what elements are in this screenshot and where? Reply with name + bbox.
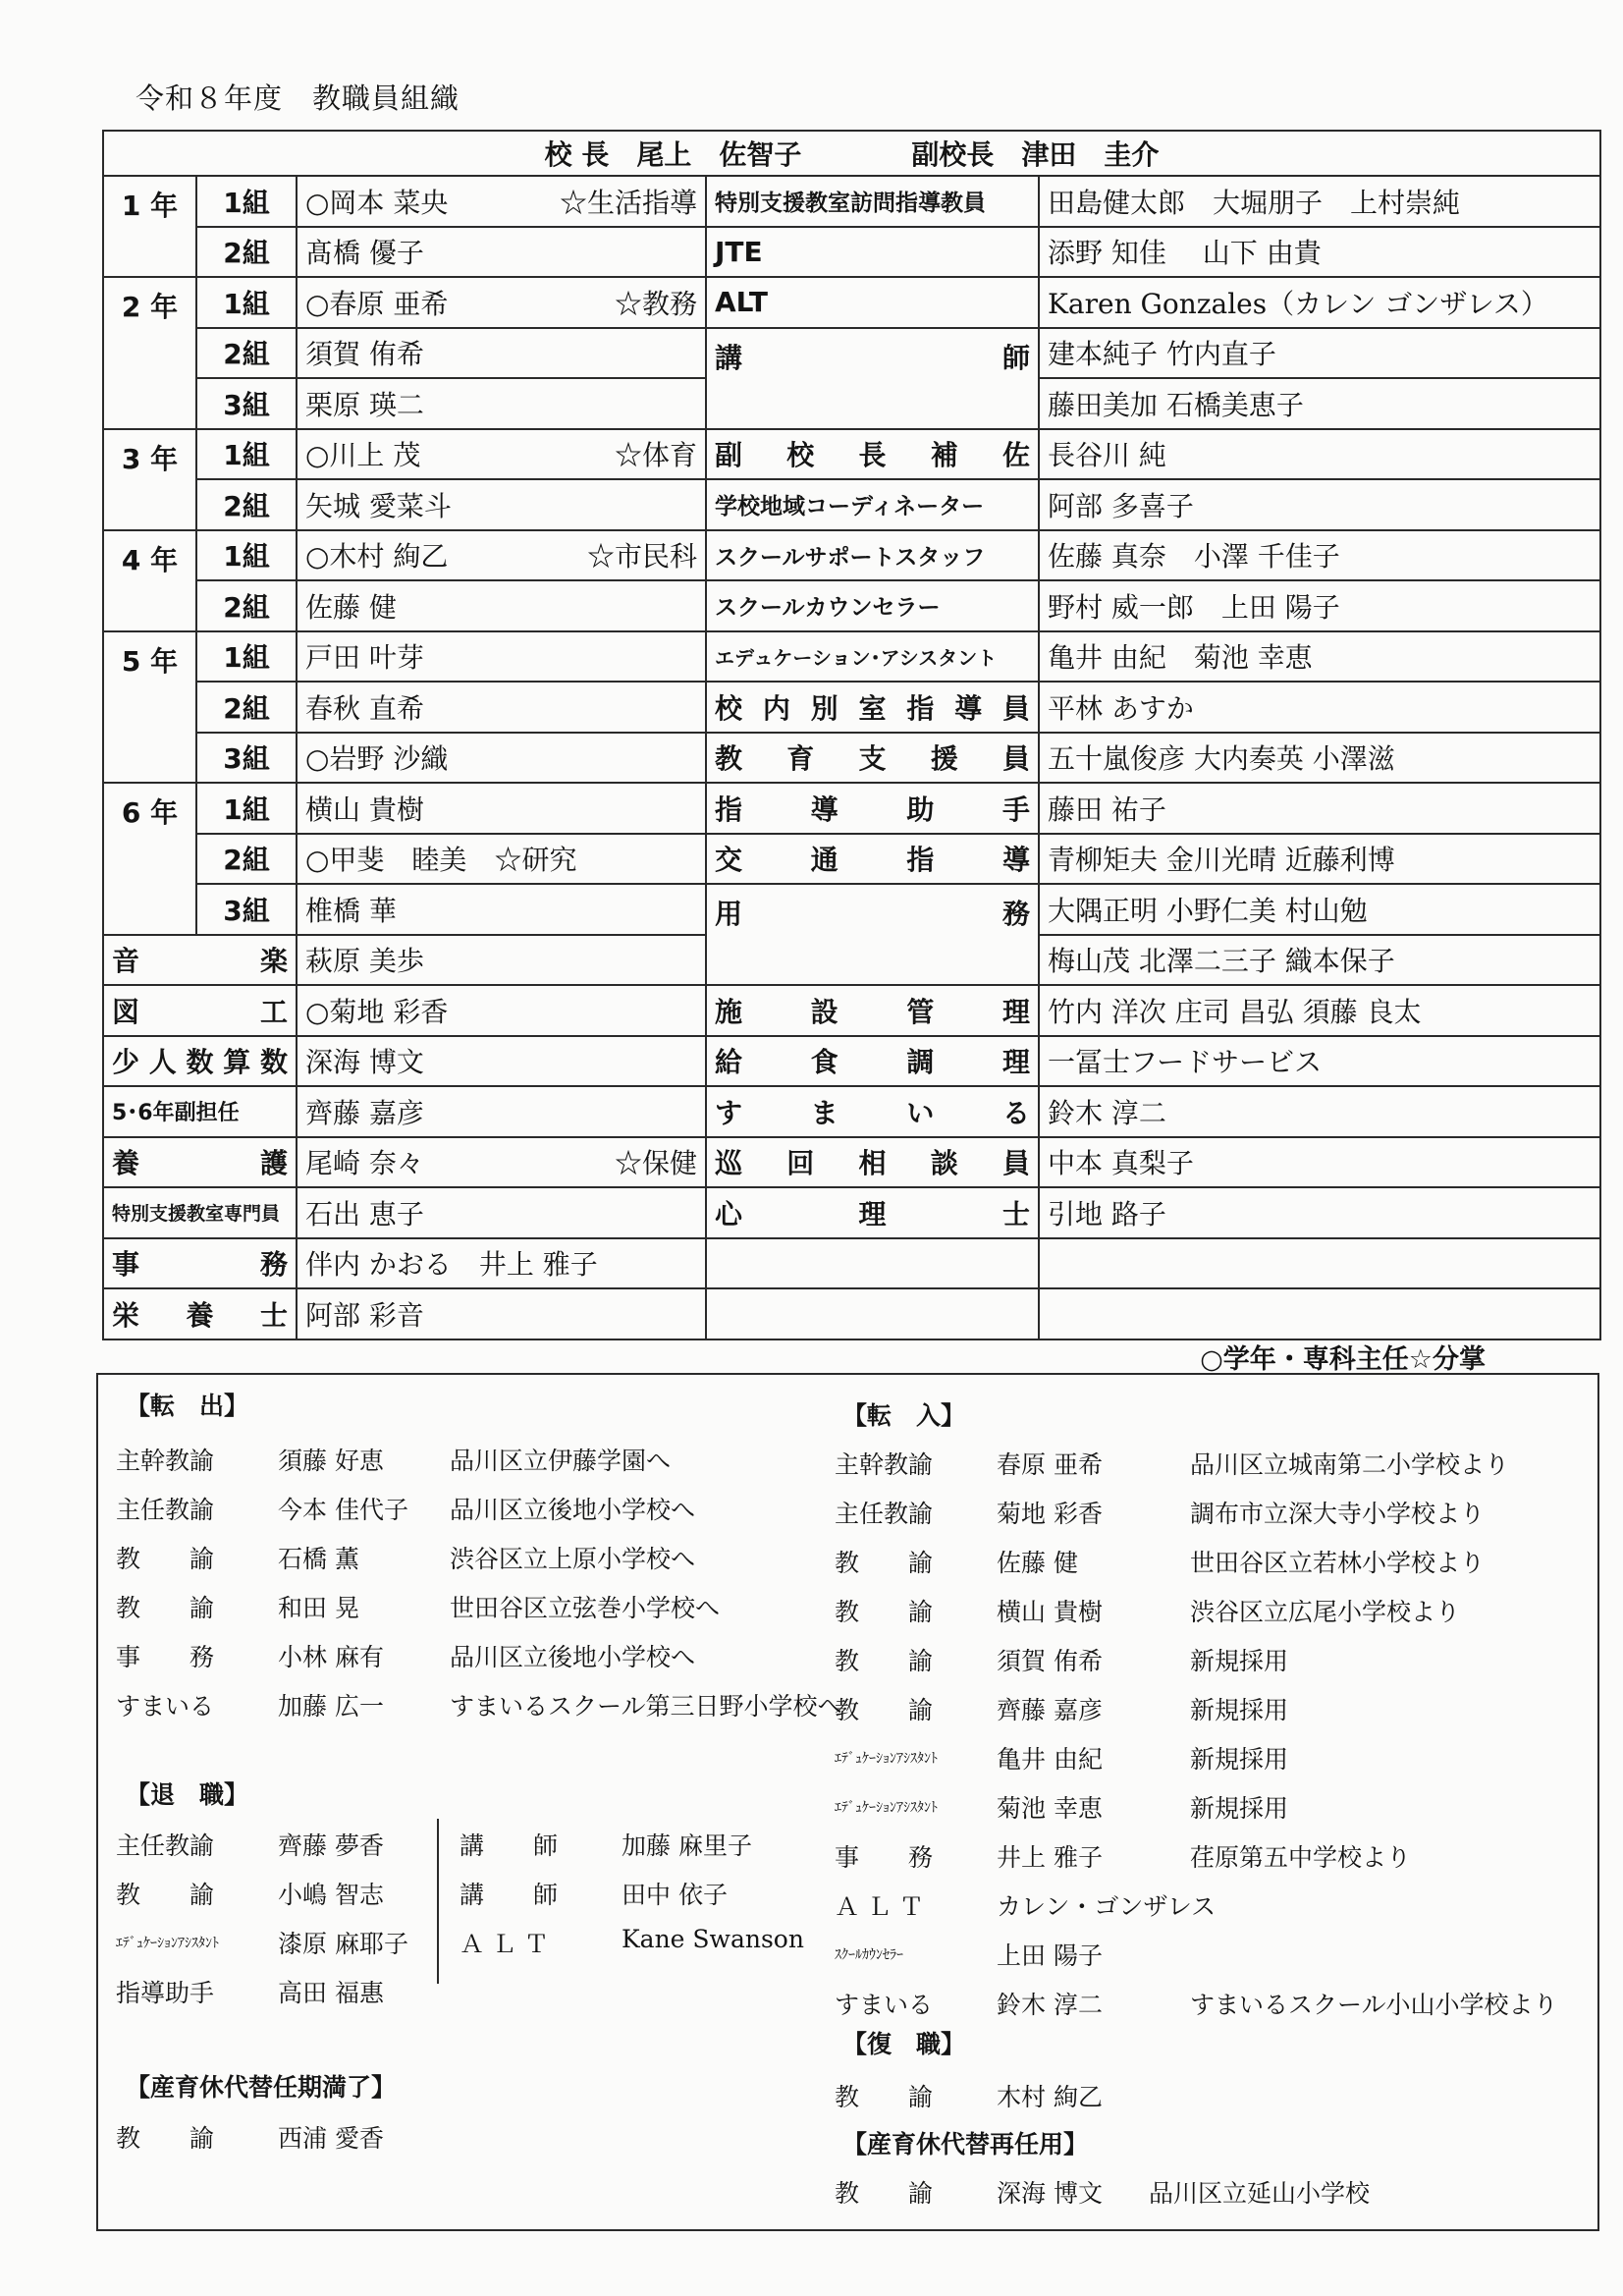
role-staff: 一冨士フードサービス (1039, 1036, 1600, 1087)
teacher-cell: 伴内 かおる 井上 雅子 (297, 1238, 706, 1289)
role-staff: 平林 あすか (1039, 682, 1600, 733)
teacher-cell: ○木村 絢乙 ☆市民科 (297, 530, 706, 581)
teacher-cell: 栗原 瑛二 (297, 378, 706, 429)
role-staff: 梅山茂 北澤二三子 織本保子 (1039, 935, 1600, 986)
class-label: 2組 (196, 682, 297, 733)
role-staff: 竹内 洋次 庄司 昌弘 須藤 良太 (1039, 985, 1600, 1036)
teacher-cell: 須賀 侑希 (297, 328, 706, 379)
empty-cell (1039, 1238, 1600, 1289)
teacher-cell: ○甲斐 睦美 ☆研究 (297, 834, 706, 885)
role-label: 巡回相談員 (706, 1137, 1039, 1188)
transfer-in-title: 【転 入】 (842, 1401, 966, 1430)
role-label: エデュケーション･アシスタント (706, 631, 1039, 683)
role-label: 交通指導 (706, 834, 1039, 885)
retire-row: 指導助手 高田 福惠 (116, 1979, 384, 2007)
staff-table (102, 130, 1601, 1340)
grade-label: 1 年 (103, 176, 196, 277)
role-staff: 鈴木 淳二 (1039, 1086, 1600, 1137)
legend: ○学年・専科主任☆分掌 (1200, 1344, 1486, 1375)
subject-label: 音 楽 (103, 935, 297, 986)
role-label: 施設管理 (706, 985, 1039, 1036)
role-staff: 長谷川 純 (1039, 429, 1600, 480)
retire-row: 講 師 田中 依子 (460, 1881, 728, 1909)
role-label: 教育支援員 (706, 733, 1039, 784)
class-label: 1組 (196, 277, 297, 328)
teacher-cell: ○岡本 菜央 ☆生活指導 (297, 176, 706, 227)
transfer-in-row: ｴﾃﾞｭｹｰｼｮﾝｱｼｽﾀﾝﾄ 亀井 由紀 新規採用 (835, 1745, 1289, 1774)
role-label: 用務 (706, 884, 1039, 985)
teacher-cell: ○岩野 沙織 (297, 733, 706, 784)
role-label: 特別支援教室訪問指導教員 (706, 176, 1039, 227)
class-label: 1組 (196, 176, 297, 227)
class-label: 2組 (196, 328, 297, 379)
teacher-cell: 尾崎 奈々 ☆保健 (297, 1137, 706, 1188)
transfer-in-row: Ａ Ｌ Ｔ カレン・ゴンザレス (835, 1892, 1217, 1921)
role-staff: 大隅正明 小野仁美 村山勉 (1039, 884, 1600, 935)
teacher-cell: 深海 博文 (297, 1036, 706, 1087)
transfer-out-row: 教 諭 石橋 薫 渋谷区立上原小学校へ (116, 1545, 696, 1573)
role-staff: 田島健太郎 大堀朋子 上村崇純 (1039, 176, 1600, 227)
retire-title: 【退 職】 (126, 1780, 249, 1809)
transfer-out-row: 主任教諭 今本 佳代子 品川区立後地小学校へ (116, 1496, 696, 1524)
class-label: 3組 (196, 378, 297, 429)
class-label: 1組 (196, 783, 297, 834)
role-label: 給食調理 (706, 1036, 1039, 1087)
transfer-out-title: 【転 出】 (126, 1392, 249, 1420)
role-staff: 亀井 由紀 菊池 幸恵 (1039, 631, 1600, 683)
role-staff: 野村 威一郎 上田 陽子 (1039, 580, 1600, 631)
role-staff: 藤田美加 石橋美恵子 (1039, 378, 1600, 429)
retire-row: 主任教諭 齊藤 夢香 (116, 1831, 384, 1860)
transfer-in-row: 事 務 井上 雅子 荏原第五中学校より (835, 1843, 1412, 1872)
transfer-in-row: すまいる 鈴木 淳二 すまいるスクール小山小学校より (835, 1991, 1558, 2019)
role-label: スクールサポートスタッフ (706, 530, 1039, 581)
teacher-cell: 椎橋 華 (297, 884, 706, 935)
teacher-cell: ○菊地 彩香 (297, 985, 706, 1036)
grade-label: 2 年 (103, 277, 196, 429)
class-label: 2組 (196, 479, 297, 530)
role-staff: 建本純子 竹内直子 (1039, 328, 1600, 379)
teacher-cell: 春秋 直希 (297, 682, 706, 733)
role-label: JTE (706, 227, 1039, 278)
retire-row: 教 諭 小嶋 智志 (116, 1881, 384, 1909)
teacher-cell: ○川上 茂 ☆体育 (297, 429, 706, 480)
header-row (103, 131, 1600, 176)
transfer-in-row: 主任教諭 菊地 彩香 調布市立深大寺小学校より (835, 1500, 1486, 1528)
transfer-in-row: 教 諭 佐藤 健 世田谷区立若林小学校より (835, 1549, 1486, 1577)
role-label: スクールカウンセラー (706, 580, 1039, 631)
class-label: 2組 (196, 834, 297, 885)
role-staff: 中本 真梨子 (1039, 1137, 1600, 1188)
class-label: 2組 (196, 227, 297, 278)
class-label: 1組 (196, 429, 297, 480)
leave-re-title: 【産育休代替再任用】 (842, 2130, 1089, 2159)
role-staff: 五十嵐俊彦 大内奏英 小澤滋 (1039, 733, 1600, 784)
role-label: すまいる (706, 1086, 1039, 1137)
role-label: ALT (706, 277, 1039, 328)
subject-label: 栄養士 (103, 1288, 297, 1339)
grade-label: 3 年 (103, 429, 196, 530)
subject-label: 5･6年副担任 (103, 1086, 297, 1137)
teacher-cell: ○春原 亜希 ☆教務 (297, 277, 706, 328)
page-title: 令和８年度 教職員組織 (135, 82, 460, 115)
return-title: 【復 職】 (842, 2030, 966, 2058)
leave-end-title: 【産育休代替任期満了】 (126, 2073, 397, 2102)
role-label: 指導助手 (706, 783, 1039, 834)
transfer-in-row: 教 諭 齊藤 嘉彦 新規採用 (835, 1696, 1289, 1724)
transfer-out-row: 事 務 小林 麻有 品川区立後地小学校へ (116, 1643, 696, 1671)
subject-label: 養 護 (103, 1137, 297, 1188)
teacher-cell: 萩原 美歩 (297, 935, 706, 986)
transfer-out-row: すまいる 加藤 広一 すまいるスクール第三日野小学校へ (116, 1692, 842, 1721)
class-label: 3組 (196, 884, 297, 935)
teacher-cell: 石出 恵子 (297, 1187, 706, 1238)
grade-label: 5 年 (103, 631, 196, 784)
transfer-in-row: 教 諭 横山 貴樹 渋谷区立広尾小学校より (835, 1598, 1461, 1626)
retire-row: ｴﾃﾞｭｹｰｼｮﾝｱｼｽﾀﾝﾄ 漆原 麻耶子 (116, 1930, 408, 1958)
role-label: 心理士 (706, 1187, 1039, 1238)
transfer-in-row: ｽｸｰﾙｶｳﾝｾﾗｰ 上田 陽子 (835, 1941, 1103, 1970)
grade-label: 4 年 (103, 530, 196, 631)
grade-label: 6 年 (103, 783, 196, 935)
role-staff: 添野 知佳 山下 由貴 (1039, 227, 1600, 278)
empty-cell (1039, 1288, 1600, 1339)
retire-row: 講 師 加藤 麻里子 (460, 1831, 752, 1860)
subject-label: 少人数算数 (103, 1036, 297, 1087)
role-label: 講師 (706, 328, 1039, 429)
teacher-cell: 戸田 叶芽 (297, 631, 706, 683)
leave-end-row: 教 諭 西浦 愛香 (116, 2124, 384, 2153)
class-label: 1組 (196, 631, 297, 683)
teacher-cell: 横山 貴樹 (297, 783, 706, 834)
leave-re-row: 教 諭 深海 博文 品川区立延山小学校 (835, 2179, 1371, 2208)
class-label: 1組 (196, 530, 297, 581)
class-label: 3組 (196, 733, 297, 784)
retire-row: Ａ Ｌ Ｔ Kane Swanson (460, 1925, 804, 1958)
transfer-in-row: 主幹教諭 春原 亜希 品川区立城南第二小学校より (835, 1450, 1510, 1479)
teacher-cell: 阿部 彩音 (297, 1288, 706, 1339)
teacher-cell: 髙橋 優子 (297, 227, 706, 278)
transfer-out-row: 教 諭 和田 晃 世田谷区立弦巻小学校へ (116, 1594, 721, 1622)
role-staff: 藤田 祐子 (1039, 783, 1600, 834)
role-label: 副校長補佐 (706, 429, 1039, 480)
empty-cell (706, 1238, 1039, 1289)
subject-label: 特別支援教室専門員 (103, 1187, 297, 1238)
role-staff: Karen Gonzales（カレン ゴンザレス） (1039, 277, 1600, 328)
return-row: 教 諭 木村 絢乙 (835, 2083, 1103, 2111)
teacher-cell: 齊藤 嘉彦 (297, 1086, 706, 1137)
transfer-in-row: ｴﾃﾞｭｹｰｼｮﾝｱｼｽﾀﾝﾄ 菊池 幸恵 新規採用 (835, 1794, 1289, 1823)
role-staff: 阿部 多喜子 (1039, 479, 1600, 530)
empty-cell (706, 1288, 1039, 1339)
role-label: 学校地域コーディネーター (706, 479, 1039, 530)
role-label: 校内別室指導員 (706, 682, 1039, 733)
role-staff: 引地 路子 (1039, 1187, 1600, 1238)
class-label: 2組 (196, 580, 297, 631)
role-staff: 佐藤 真奈 小澤 千佳子 (1039, 530, 1600, 581)
subject-label: 事 務 (103, 1238, 297, 1289)
transfer-out-row: 主幹教諭 須藤 好恵 品川区立伊藤学園へ (116, 1447, 672, 1475)
transfer-in-row: 教 諭 須賀 侑希 新規採用 (835, 1647, 1289, 1675)
principal-row: 校 長 尾上 佐智子 副校長 津田 圭介 (103, 131, 1600, 176)
teacher-cell: 佐藤 健 (297, 580, 706, 631)
subject-label: 図 工 (103, 985, 297, 1036)
teacher-cell: 矢城 愛菜斗 (297, 479, 706, 530)
role-staff: 青柳矩夫 金川光晴 近藤利博 (1039, 834, 1600, 885)
